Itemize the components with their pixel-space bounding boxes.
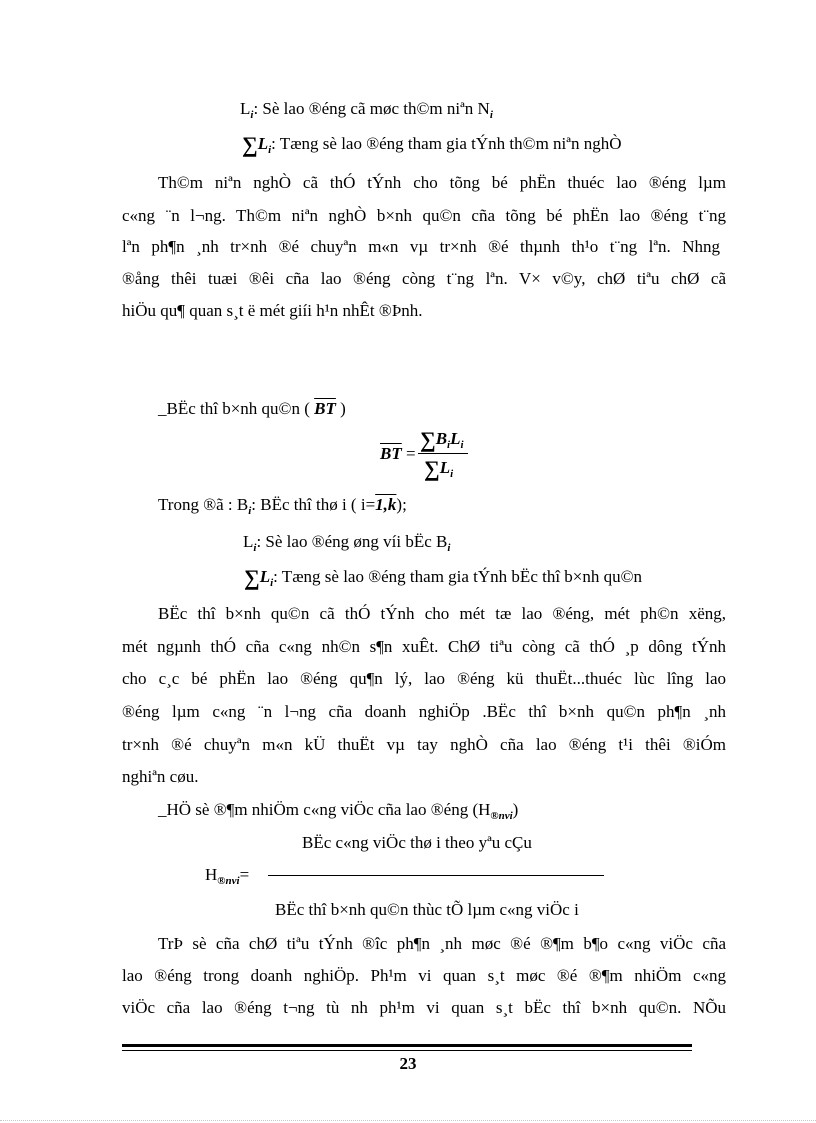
para1-line-4: ®ång thêi tuæi ®êi cña lao ®éng còng t¨ng lªn. V× v©y, chØ tiªu chØ cã (122, 269, 726, 288)
sub-i: i (248, 505, 252, 517)
heading-average-grade (158, 398, 346, 420)
sub-i: i (450, 468, 454, 480)
sub-dnvi: ®nvi (490, 810, 513, 822)
var-l: L (240, 99, 251, 118)
var-l: L (243, 532, 254, 551)
sigma-symbol: ∑ (244, 565, 260, 590)
definition-text: : Sè lao ®éng cã møc th©m niªn N (253, 99, 490, 118)
page-edge-divider (0, 1120, 816, 1121)
var-l: L (257, 134, 269, 153)
para3-line-3: viÖc cña lao ®éng t¬ng tù nh ph¹m vi quan s¸t bËc thî b×nh qu©n. NÕu (122, 998, 726, 1017)
definition-li-grade (243, 531, 450, 555)
para1-line-3: lªn ph¶n ¸nh tr×nh ®é chuyªn m«n vµ tr×nh ®é thµnh th¹o t¨ng lªn. Nhng (122, 237, 720, 256)
formula-denominator (424, 457, 453, 481)
sub-i: i (268, 144, 272, 156)
sub-dnvi: ®nvi (217, 875, 240, 887)
para2-line-1: BËc thî b×nh qu©n cã thÓ tÝnh cho mét tæ lao ®éng, mét ph©n xëng, (158, 604, 726, 623)
where-clause (158, 494, 407, 518)
sub-i: i (489, 109, 493, 121)
definition-li-seniority (240, 98, 493, 122)
formula-h-lhs (205, 864, 249, 888)
var-l: L (450, 429, 461, 448)
para2-line-4: ®éng lµm c«ng ¨n l¬ng cña doanh nghiÖp .BËc thî b×nh qu©n ph¶n ¸nh (122, 702, 726, 721)
page-number: 23 (399, 1054, 417, 1073)
where-end: ); (396, 495, 407, 514)
sub-i: i (460, 439, 464, 451)
definition-text: : Tæng sè lao ®éng tham gia tÝnh th©m niªn nghÒ (271, 134, 622, 153)
sigma-symbol: ∑ (424, 456, 440, 481)
heading-close: ) (340, 399, 346, 418)
var-l: L (439, 458, 451, 477)
definition-sum-li-seniority (242, 133, 621, 157)
sub-i: i (253, 542, 257, 554)
sub-i: i (270, 577, 274, 589)
para1-line-2: c«ng ¨n l¬ng. Th©m niªn nghÒ b×nh qu©n cña tõng bé phËn lao ®éng t¨ng (122, 206, 726, 225)
heading-text: _BËc thî b×nh qu©n ( (158, 399, 310, 418)
footer-rule-thick (122, 1044, 692, 1047)
equals-sign: = (239, 865, 250, 884)
var-h: H (205, 865, 218, 884)
sub-i: i (447, 542, 451, 554)
para1-line-5: hiÖu qu¶ quan s¸t ë mét giíi h¹n nhÊt ®Þnh. (122, 301, 423, 320)
para3-line-1: TrÞ sè cña chØ tiªu tÝnh ®îc ph¶n ¸nh møc ®é ®¶m b¶o c«ng viÖc cña (158, 934, 726, 953)
para1-line-1: Th©m niªn nghÒ cã thÓ tÝnh cho tõng bé phËn thuéc lao ®éng lµm (158, 173, 726, 192)
fraction-bar (418, 453, 468, 454)
equals-sign: = (405, 444, 416, 463)
var-b: B (435, 429, 448, 448)
formula-h-denominator: BËc thî b×nh qu©n thùc tÕ lµm c«ng viÖc i (275, 900, 579, 919)
bt-symbol: $\overline{BT}$ (314, 399, 336, 418)
para2-line-3: cho c¸c bé phËn lao ®éng qu¶n lý, lao ®éng kü thuËt...thuéc lùc lîng lao (122, 669, 726, 688)
footer-rule-thin (122, 1050, 692, 1051)
definition-text: : Tæng sè lao ®éng tham gia tÝnh bËc thî b×nh qu©n (273, 567, 643, 586)
para2-line-6: nghiªn cøu. (122, 767, 199, 786)
heading-job-coefficient (158, 799, 518, 823)
para2-line-2: mét ngµnh thÓ cña c«ng nh©n s¶n xuÊt. ChØ tiªu còng cã thÓ ¸p dông tÝnh (122, 637, 726, 656)
where-text: Trong ®ã : B (158, 495, 249, 514)
formula-h-numerator: BËc c«ng viÖc thø i theo yªu cÇu (302, 833, 532, 852)
definition-text: : Sè lao ®éng øng víi bËc B (256, 532, 448, 551)
var-l: L (259, 567, 271, 586)
sigma-symbol: ∑ (242, 132, 258, 157)
formula-lhs (380, 443, 416, 465)
formula-numerator (420, 428, 464, 452)
where-text-2: : BËc thî thø i ( i= (251, 495, 376, 514)
sigma-symbol: ∑ (420, 427, 436, 452)
heading-close: ) (512, 800, 519, 819)
sub-i: i (250, 109, 254, 121)
para2-line-5: tr×nh ®é chuyªn m«n kÜ thuËt vµ tay nghÒ cña lao ®éng t¹i thêi ®iÓm (122, 735, 726, 754)
heading-text: _HÖ sè ®¶m nhiÖm c«ng viÖc cña lao ®éng (H (158, 800, 491, 819)
fraction-bar (268, 875, 604, 876)
sub-i: i (447, 439, 451, 451)
para3-line-2: lao ®éng trong doanh nghiÖp. Ph¹m vi quan s¸t møc ®é ®¶m nhiÖm c«ng (122, 966, 726, 985)
definition-sum-li-grade (244, 566, 642, 590)
range-1-k: 1,k (375, 495, 397, 514)
bt-symbol: $\overline{BT}$ (380, 444, 402, 463)
